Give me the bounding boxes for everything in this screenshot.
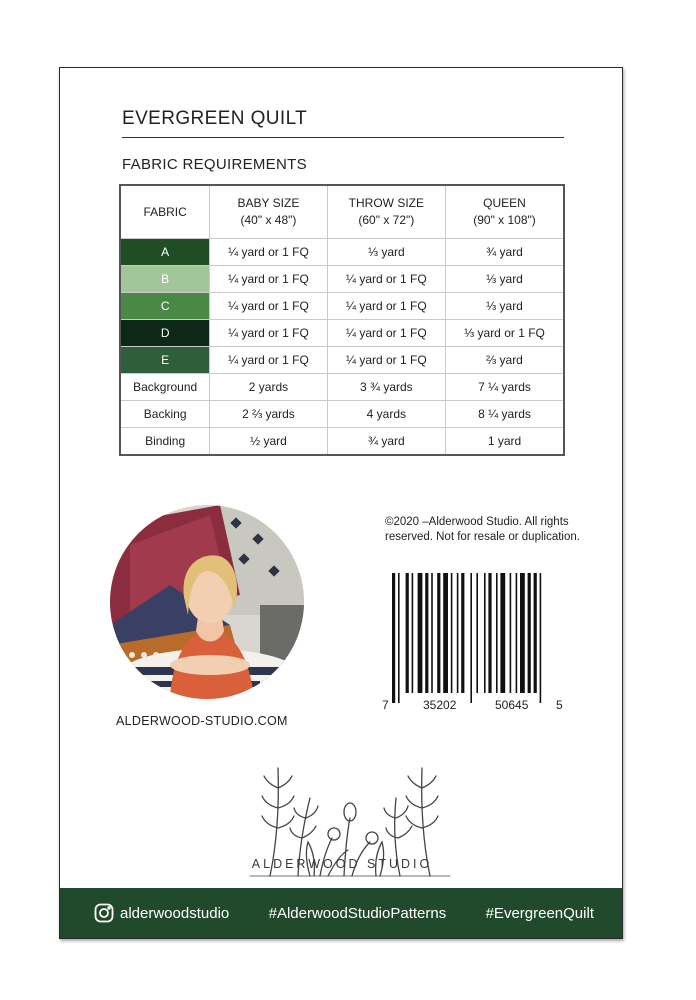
instagram-handle-link[interactable]	[94, 903, 229, 923]
yardage-cell-throw: ¼ yard or 1 FQ	[327, 293, 445, 320]
column-header-dimensions: (60" x 72")	[358, 213, 415, 227]
fabric-name-cell: Backing	[120, 401, 210, 428]
barcode-bar	[461, 573, 464, 693]
barcode-bar	[520, 573, 525, 693]
column-header-title: BABY SIZE	[237, 196, 300, 210]
fabric-name-cell: Binding	[120, 428, 210, 456]
yardage-cell-baby: ¼ yard or 1 FQ	[210, 266, 327, 293]
website-link[interactable]: ALDERWOOD-STUDIO.COM	[116, 714, 288, 728]
table-row	[120, 293, 564, 320]
fabric-name-cell: B	[120, 266, 210, 293]
fabric-name-cell: Background	[120, 374, 210, 401]
barcode-bar	[406, 573, 409, 693]
yardage-cell-throw: ¼ yard or 1 FQ	[327, 320, 445, 347]
barcode-bar	[431, 573, 433, 693]
yardage-cell-throw: ¼ yard or 1 FQ	[327, 347, 445, 374]
column-header	[446, 185, 564, 239]
barcode-digit-last: 5	[556, 698, 563, 712]
yardage-cell-throw: ¼ yard or 1 FQ	[327, 266, 445, 293]
column-header-title: FABRIC	[143, 204, 187, 219]
yardage-cell-throw: 4 yards	[327, 401, 445, 428]
yardage-cell-baby: ½ yard	[210, 428, 327, 456]
table-row	[120, 428, 564, 456]
table-row	[120, 347, 564, 374]
barcode-bar	[412, 573, 414, 693]
barcode-bar	[392, 573, 395, 703]
barcode-bar	[488, 573, 491, 693]
brand-name: ALDERWOOD STUDIO	[251, 857, 433, 871]
column-header-dimensions: (40" x 48")	[240, 213, 297, 227]
fabric-name-cell: A	[120, 239, 210, 266]
barcode-bar	[451, 573, 453, 693]
barcode-bar	[470, 573, 472, 703]
barcode-bar	[457, 573, 459, 693]
yardage-cell-baby: ¼ yard or 1 FQ	[210, 320, 327, 347]
hashtag-evergreen-quilt[interactable]: #EvergreenQuilt	[485, 904, 594, 922]
yardage-cell-baby: 2 ⅔ yards	[210, 401, 327, 428]
column-header	[120, 185, 210, 239]
table-header-row	[120, 185, 564, 239]
instagram-handle: alderwoodstudio	[120, 904, 230, 922]
barcode-bar	[500, 573, 505, 693]
section-heading: FABRIC REQUIREMENTS	[122, 156, 307, 173]
barcode-bar	[540, 573, 542, 703]
hashtag-studio-patterns[interactable]: #AlderwoodStudioPatterns	[268, 904, 447, 922]
table-row	[120, 320, 564, 347]
yardage-cell-baby: ¼ yard or 1 FQ	[210, 239, 327, 266]
table-row	[120, 401, 564, 428]
fabric-name-cell: C	[120, 293, 210, 320]
social-footer	[60, 888, 622, 938]
table-row	[120, 239, 564, 266]
yardage-cell-queen: 8 ¼ yards	[446, 401, 564, 428]
barcode-digit-first: 7	[382, 698, 389, 712]
designer-photo	[110, 505, 304, 699]
column-header	[210, 185, 327, 239]
barcode-bar	[510, 573, 512, 693]
barcode-bar	[443, 573, 448, 693]
column-header-title: THROW SIZE	[348, 196, 424, 210]
yardage-cell-queen: ⅔ yard	[446, 347, 564, 374]
barcode-bar	[418, 573, 423, 693]
column-header	[327, 185, 445, 239]
yardage-cell-queen: ⅓ yard or 1 FQ	[446, 320, 564, 347]
yardage-cell-throw: 3 ¾ yards	[327, 374, 445, 401]
column-header-dimensions: (90" x 108")	[473, 213, 536, 227]
barcode-bar	[516, 573, 518, 693]
pattern-back-cover	[59, 67, 623, 939]
yardage-cell-queen: 1 yard	[446, 428, 564, 456]
barcode-bar	[437, 573, 440, 693]
barcode-bar	[534, 573, 537, 693]
yardage-cell-queen: 7 ¼ yards	[446, 374, 564, 401]
instagram-icon	[94, 903, 114, 923]
barcode-bar	[476, 573, 478, 693]
column-header-title: QUEEN	[483, 196, 526, 210]
yardage-cell-queen: ⅓ yard	[446, 266, 564, 293]
barcode-bar	[425, 573, 428, 693]
yardage-cell-baby: ¼ yard or 1 FQ	[210, 347, 327, 374]
yardage-cell-queen: ⅓ yard	[446, 293, 564, 320]
fabric-requirements-table	[119, 184, 565, 456]
yardage-cell-queen: ¾ yard	[446, 239, 564, 266]
barcode-bar	[398, 573, 400, 703]
copyright-notice: ©2020 –Alderwood Studio. All rights reserved. Not for resale or duplication.	[385, 516, 580, 543]
barcode	[380, 573, 570, 713]
yardage-cell-throw: ⅓ yard	[327, 239, 445, 266]
yardage-cell-baby: 2 yards	[210, 374, 327, 401]
title-divider	[122, 137, 564, 138]
yardage-cell-baby: ¼ yard or 1 FQ	[210, 293, 327, 320]
barcode-bar	[484, 573, 486, 693]
barcode-digits-group-1: 35202	[423, 698, 457, 712]
page-title: EVERGREEN QUILT	[122, 108, 308, 129]
fabric-name-cell: D	[120, 320, 210, 347]
table-row	[120, 266, 564, 293]
barcode-bar	[496, 573, 498, 693]
yardage-cell-throw: ¾ yard	[327, 428, 445, 456]
fabric-name-cell: E	[120, 347, 210, 374]
barcode-bar	[528, 573, 531, 693]
table-row	[120, 374, 564, 401]
barcode-digits-group-2: 50645	[495, 698, 529, 712]
